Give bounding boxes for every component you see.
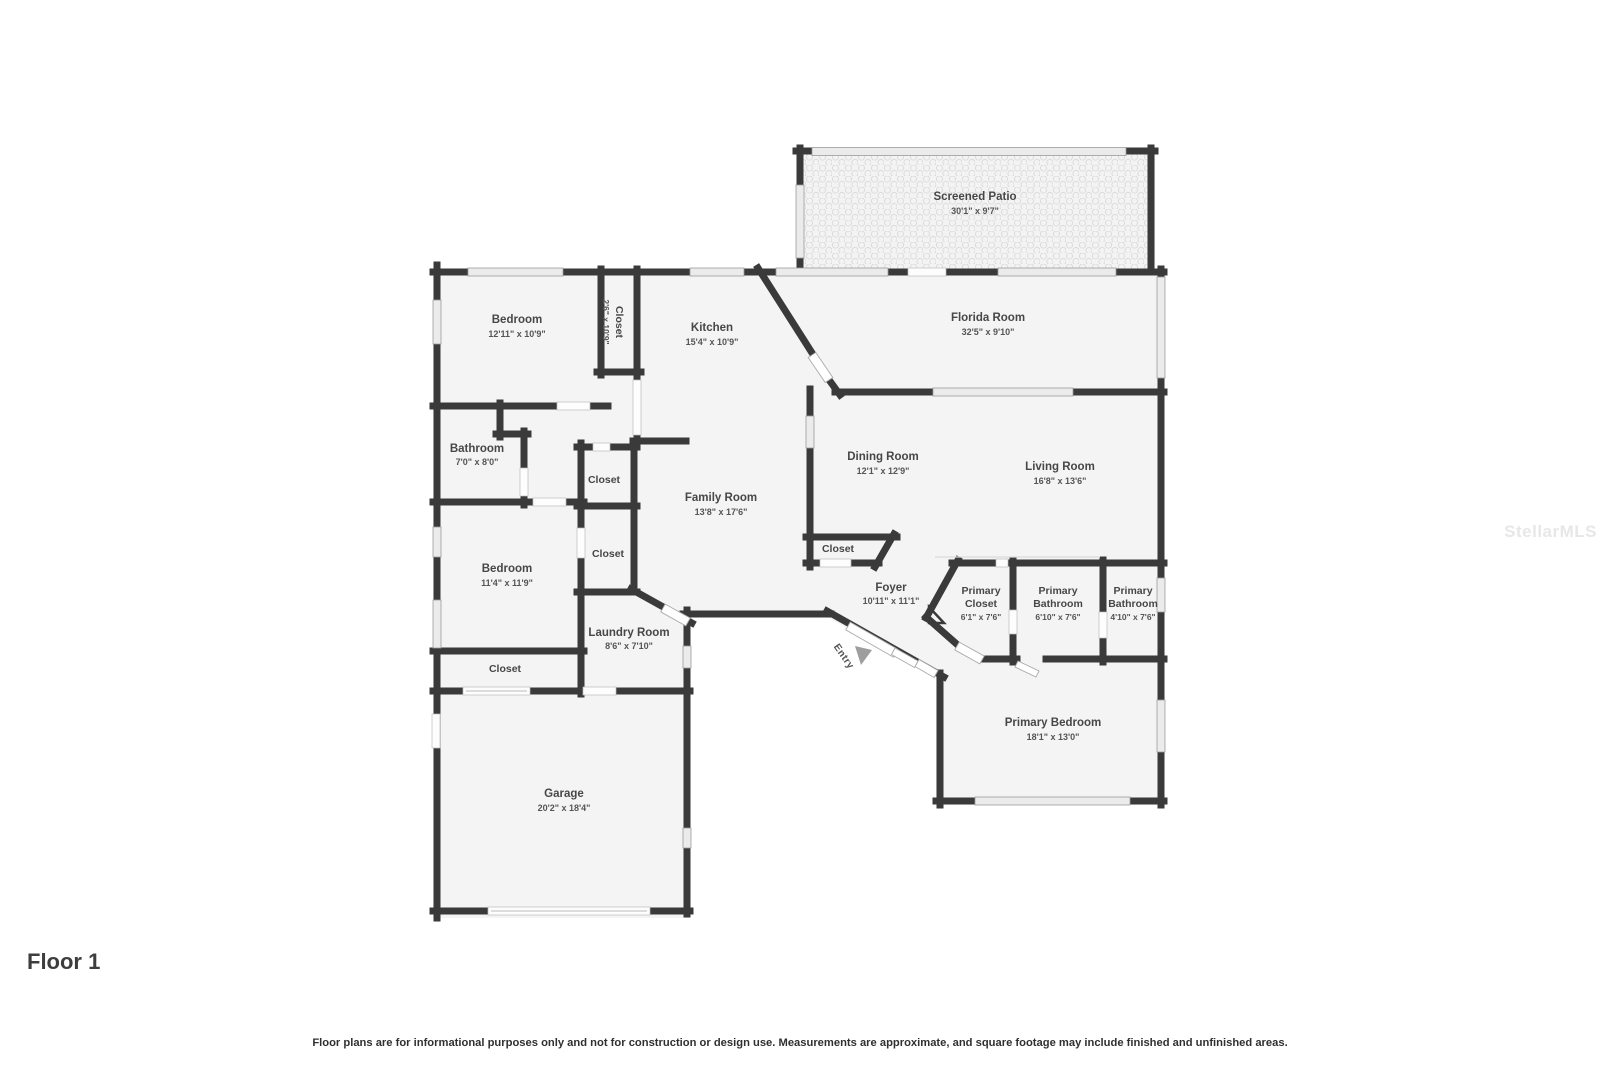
room-dims: 20'2" x 18'4" <box>537 803 591 813</box>
door-opening <box>820 559 851 567</box>
room-dims: 10'11" x 11'1" <box>862 596 920 606</box>
door-opening <box>633 380 641 435</box>
room-dims: 16'8" x 13'6" <box>1033 476 1087 486</box>
window <box>975 797 1130 805</box>
room-name: Dining Room <box>847 451 919 463</box>
room-name: Closet <box>964 598 998 610</box>
window <box>776 268 888 276</box>
room-name: Primary <box>1113 585 1153 597</box>
room-dims: 32'5" x 9'10" <box>961 327 1015 337</box>
room-dims: 11'4" x 11'9" <box>481 578 533 588</box>
door-opening <box>557 402 590 410</box>
door-opening <box>593 443 610 451</box>
room-name: Closet <box>613 305 625 339</box>
window <box>433 300 441 344</box>
window <box>806 416 814 448</box>
entry-label: Entry <box>830 642 856 672</box>
stellar-mls-watermark: StellarMLS <box>1504 522 1597 541</box>
room-name: Family Room <box>684 492 758 504</box>
patio-screen-window <box>812 148 1126 156</box>
room-dims: 4'10" x 7'6" <box>1110 612 1156 622</box>
room-name: Bedroom <box>481 563 533 575</box>
room-label-primary-bathroom-2 <box>1108 585 1158 622</box>
room-name: Closet <box>587 474 621 486</box>
room-dims: 15'4" x 10'9" <box>685 337 739 347</box>
room-name: Bathroom <box>1033 598 1083 610</box>
entry-arrow-icon <box>855 646 872 665</box>
room-name: Closet <box>488 663 522 675</box>
door-opening <box>908 268 946 276</box>
door-opening <box>583 687 616 695</box>
room-name: Closet <box>821 543 855 555</box>
door-opening <box>520 468 528 496</box>
room-name: Primary Bedroom <box>1004 717 1102 729</box>
window <box>1157 578 1165 612</box>
room-label-closet-hall-upper <box>588 474 621 486</box>
window <box>1157 277 1165 378</box>
room-name: Garage <box>544 788 584 800</box>
door-opening <box>1009 610 1017 634</box>
room-dims: 12'1" x 12'9" <box>856 466 910 476</box>
room-dims: 12'11" x 10'9" <box>488 329 546 339</box>
room-name: Screened Patio <box>933 191 1017 203</box>
room-dims: 18'1" x 13'0" <box>1026 732 1080 742</box>
room-name: Bathroom <box>449 443 505 455</box>
room-name: Bathroom <box>1108 598 1158 610</box>
patio-screen-window <box>796 185 804 258</box>
floor-title: Floor 1 <box>27 949 101 974</box>
window <box>468 268 563 276</box>
room-name: Living Room <box>1025 461 1095 473</box>
door-opening <box>432 714 440 748</box>
door-opening <box>996 559 1008 567</box>
room-name: Closet <box>591 548 625 560</box>
window <box>1157 700 1165 752</box>
window <box>683 828 691 848</box>
room-name: Kitchen <box>690 322 734 334</box>
disclaimer-text: Floor plans are for informational purposes only and not for construction or design use. Measurements are approximate, and square footage may include finished and unfinished areas. <box>312 1037 1288 1049</box>
window <box>933 388 1073 396</box>
room-dims: 7'0" x 8'0" <box>455 457 499 467</box>
room-name: Primary <box>1038 585 1078 597</box>
room-label-closet-hall-lower <box>592 548 625 560</box>
room-label-primary-bathroom-1 <box>1033 585 1083 622</box>
window <box>690 268 744 276</box>
room-dims: 13'8" x 17'6" <box>694 507 748 517</box>
room-name: Bedroom <box>491 314 543 326</box>
room-dims: 6'10" x 7'6" <box>1035 612 1081 622</box>
window <box>433 600 441 648</box>
room-dims: 30'1" x 9'7" <box>951 206 999 216</box>
room-name: Primary <box>961 585 1001 597</box>
room-label-closet-dining <box>822 543 855 555</box>
room-dims: 2'6" x 10'9" <box>601 299 611 345</box>
room-label-closet-bedroom <box>489 663 522 675</box>
door-opening <box>577 528 585 558</box>
window <box>433 527 441 557</box>
door-opening <box>533 498 566 506</box>
window <box>998 268 1116 276</box>
window <box>683 646 691 668</box>
room-dims: 6'1" x 7'6" <box>960 612 1002 622</box>
room-label-primary-closet <box>961 585 1001 622</box>
room-dims: 8'6" x 7'10" <box>605 641 653 651</box>
room-name: Florida Room <box>950 312 1026 324</box>
room-name: Foyer <box>875 582 907 594</box>
room-name: Laundry Room <box>588 627 670 639</box>
door-opening <box>1099 612 1107 638</box>
